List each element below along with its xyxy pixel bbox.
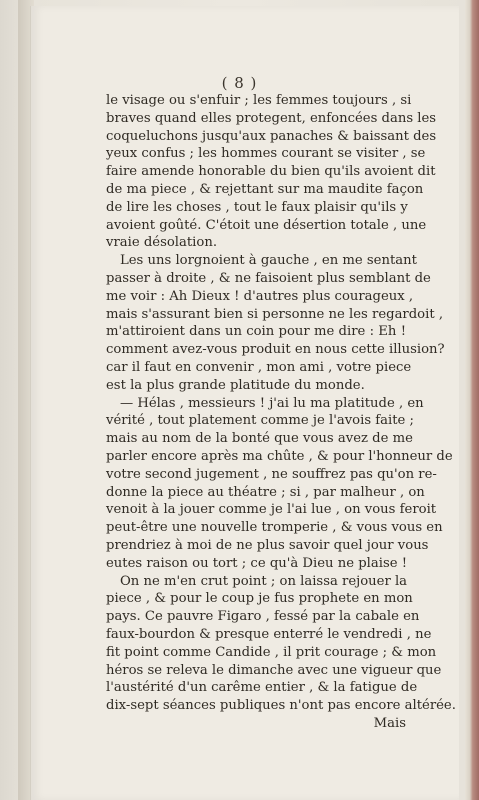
page-number: ( 8 )	[221, 74, 258, 92]
text-line: eutes raison ou tort ; ce qu'à Dieu ne plaise !	[106, 555, 408, 571]
text-line: coqueluchons jusqu'aux panaches & baissant des	[106, 128, 437, 144]
text-line: car il faut en convenir , mon ami , votre piece	[106, 359, 412, 375]
text-line: mais au nom de la bonté que vous avez de me	[106, 431, 413, 447]
text-line: de lire les choses , tout le faux plaisir qu'ils y	[106, 199, 408, 215]
text-line: passer à droite , & ne faisoient plus semblant de	[106, 270, 431, 286]
text-line: dix-sept séances publiques n'ont pas encore altérée.	[106, 698, 456, 714]
body-text	[106, 92, 456, 733]
text-line: le visage ou s'enfuir ; les femmes toujours , si	[106, 93, 412, 108]
text-line: avoient goûté. C'étoit une désertion totale , une	[106, 217, 427, 233]
catchword: Mais	[373, 715, 406, 731]
text-line: mais s'assurant bien si personne ne les regardoit ,	[106, 306, 444, 322]
text-line: de ma piece , & rejettant sur ma maudite façon	[106, 181, 424, 197]
text-line: me voir : Ah Dieux ! d'autres plus courageux ,	[106, 288, 414, 304]
text-line: fit point comme Candide , il prit courage ; & mon	[106, 644, 437, 660]
text-line: pays. Ce pauvre Figaro , fessé par la cabale en	[106, 609, 420, 625]
text-line: faire amende honorable du bien qu'ils avoient dit	[106, 164, 436, 180]
text-line: venoit à la jouer comme je l'ai lue , on vous feroit	[106, 502, 437, 518]
text-line: héros se releva le dimanche avec une vigueur que	[106, 662, 442, 678]
text-line: vérité , tout platement comme je l'avois faite ;	[106, 413, 414, 429]
text-line: peut-être une nouvelle tromperie , & vous vous en	[106, 520, 443, 536]
text-line: Les uns lorgnoient à gauche , en me sentant	[120, 253, 417, 269]
text-line: — Hélas , messieurs ! j'ai lu ma platitude , en	[120, 395, 424, 411]
text-line: piece , & pour le coup je fus prophete en mon	[106, 591, 413, 607]
text-line: votre second jugement , ne souffrez pas qu'on re-	[106, 466, 437, 482]
text-line: braves quand elles protegent, enfoncées dans les	[106, 110, 437, 126]
text-line: donne la piece au théatre ; si , par malheur , on	[106, 484, 425, 500]
text-line: faux-bourdon & presque enterré le vendredi , ne	[106, 626, 432, 642]
text-line: yeux confus ; les hommes courant se visiter , se	[106, 146, 426, 162]
text-line: est la plus grande platitude du monde.	[106, 377, 365, 393]
text-line: On ne m'en crut point ; on laissa rejouer la	[120, 573, 408, 589]
text-line: l'austérité d'un carême entier , & la fatigue de	[106, 680, 418, 696]
binding-edge	[465, 0, 479, 800]
text-line: comment avez-vous produit en nous cette illusion?	[106, 342, 445, 358]
text-line: parler encore après ma chûte , & pour l'honneur de	[106, 448, 453, 464]
text-line: vraie désolation.	[106, 235, 218, 251]
text-line: m'attiroient dans un coin pour me dire : Eh !	[106, 324, 406, 340]
text-line: prendriez à moi de ne plus savoir quel jour vous	[106, 537, 429, 553]
